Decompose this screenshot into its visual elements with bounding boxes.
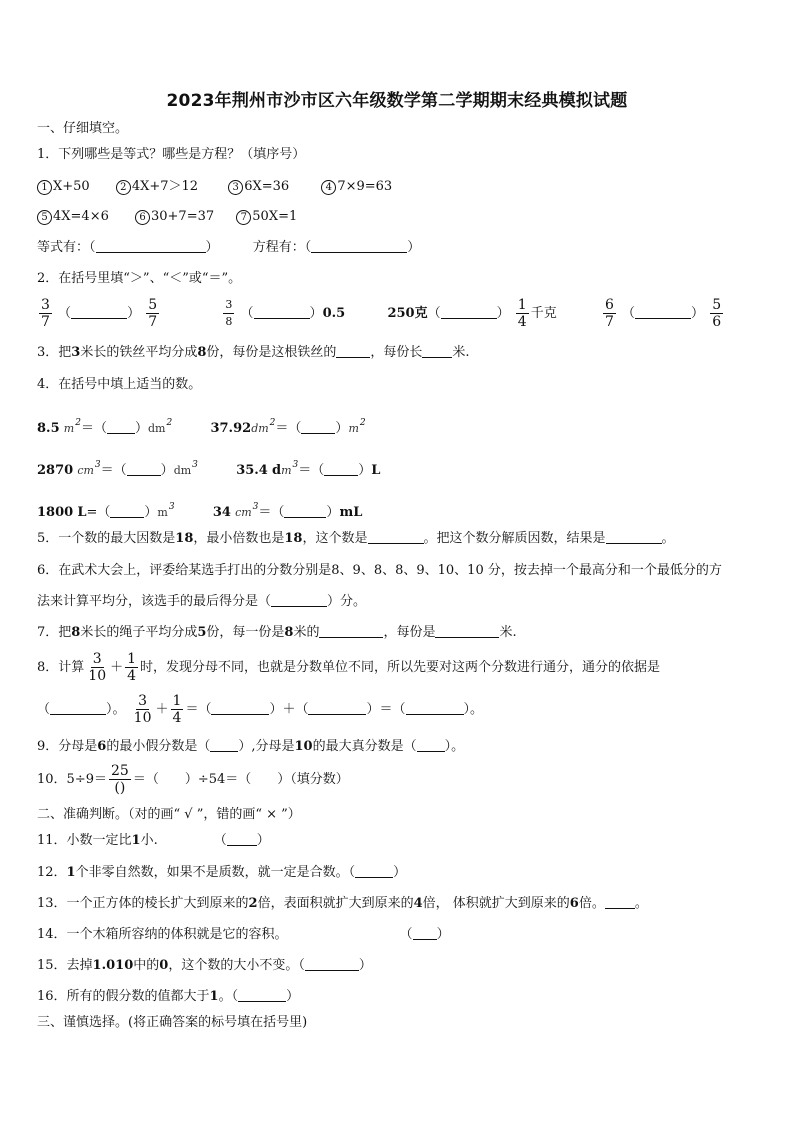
fraction: $\frac{1}{4}$	[127, 651, 137, 684]
answer-blank[interactable]	[406, 701, 464, 715]
answer-blank[interactable]	[284, 504, 326, 518]
answer-blank[interactable]	[324, 462, 358, 476]
fraction: $\frac{3}{7}$	[41, 297, 50, 330]
fraction: $\frac{1}{4}$	[172, 693, 182, 726]
fraction: $\frac{5}{7}$	[148, 297, 158, 330]
option-expr: 50X=1	[252, 209, 298, 224]
answer-blank[interactable]	[319, 624, 383, 638]
answer-blank[interactable]	[355, 864, 393, 878]
answer-blank[interactable]	[435, 624, 499, 638]
circled-number: 5	[37, 210, 52, 225]
answer-blank[interactable]	[417, 738, 445, 752]
answer-blank[interactable]	[305, 957, 359, 971]
answer-blank[interactable]	[211, 701, 269, 715]
answer-blank[interactable]	[210, 738, 238, 752]
paren-open: （	[304, 240, 312, 255]
question-5: 5．一个数的最大因数是18，最小倍数也是18，这个数是 。把这个数分解质因数，结果是 。	[37, 531, 675, 546]
formula-label: 方程有：	[252, 240, 305, 255]
q2-compare-row: $\frac{3}{7}$ （ ） $\frac{5}{7}$ $\frac{3}{8}$ （ ）0.5 250克（ ） $\frac{1}{4}$ 千克 $\frac{6}{7}$ （ ） $\frac{5}{6}$	[41, 297, 722, 330]
unit: 千克	[530, 306, 557, 321]
answer-blank[interactable]	[227, 832, 257, 846]
option-expr: 7×9=63	[337, 179, 393, 194]
question-12: 12．1个非零自然数，如果不是质数，就一定是合数。（ ）	[37, 865, 407, 880]
question-9: 9．分母是6的最小假分数是（ ）,分母是10的最大真分数是（ ）。	[37, 739, 465, 754]
answer-blank[interactable]	[413, 926, 437, 940]
answer-blank[interactable]	[127, 462, 161, 476]
page-title: 2023年荆州市沙市区六年级数学第二学期期末经典模拟试题	[166, 91, 628, 111]
question-6-line-2: 法来计算平均分，该选手的最后得分是（ ）分。	[37, 594, 367, 609]
circled-number: 7	[236, 210, 251, 225]
compare-value: 0.5	[322, 306, 346, 321]
question-15: 15．去掉1.010中的0，这个数的大小不变。（ ）	[37, 958, 372, 973]
section-2-heading: 二、准确判断。（对的画“ √ ”，错的画“ × ”）	[37, 807, 301, 822]
answer-blank[interactable]	[254, 305, 310, 319]
fraction: $\frac{5}{6}$	[712, 297, 722, 330]
q4-row-3: 1800 L=（ ）$m^3$ 34 $cm^3=$（ ）mL	[37, 502, 363, 520]
answer-blank[interactable]	[311, 239, 407, 253]
paren-close: ）	[205, 240, 219, 255]
circled-number: 2	[116, 180, 131, 195]
option-expr: X+50	[53, 179, 90, 194]
section-1-heading: 一、仔细填空。	[37, 121, 129, 136]
fraction: $\frac{3}{10}$	[88, 651, 107, 684]
answer-blank[interactable]	[107, 420, 135, 434]
circled-number: 3	[228, 180, 243, 195]
answer-blank[interactable]	[96, 239, 206, 253]
answer-blank[interactable]	[110, 504, 144, 518]
question-8-line-2: （ ）。 $\frac{3}{10}$ ＋ $\frac{1}{4}$ ＝（ ）＋（ ）＝（ ）。	[37, 693, 484, 726]
circled-number: 4	[321, 180, 336, 195]
question-6-line-1: 6．在武术大会上，评委给某选手打出的分数分别是8、9、8、8、9、10、10 分，按去掉一个最高分和一个最低分的方	[37, 563, 722, 578]
question-1: 1．下列哪些是等式？哪些是方程？（填序号）	[37, 147, 306, 162]
answer-blank[interactable]	[635, 305, 691, 319]
option-expr: 30+7=37	[151, 209, 215, 224]
answer-blank[interactable]	[605, 895, 635, 909]
question-13: 13．一个正方体的棱长扩大到原来的2倍，表面积就扩大到原来的4倍， 体积就扩大到原来的6倍。 。	[37, 896, 648, 911]
option-expr: 4X=4×6	[53, 209, 109, 224]
answer-blank[interactable]	[271, 593, 327, 607]
question-3: 3．把3米长的铁丝平均分成8份，每份是这根铁丝的 ，每份长 米.	[37, 345, 470, 360]
answer-blank[interactable]	[238, 988, 286, 1002]
section-3-heading: 三、谨慎选择。(将正确答案的标号填在括号里)	[37, 1015, 308, 1030]
question-2: 2．在括号里填“＞”、“＜”或“＝”。	[37, 271, 242, 286]
question-10: 10．5÷9＝ $\frac{25}{()}$ ＝（ ）÷54＝（ ）（填分数）	[37, 763, 349, 796]
question-16: 16．所有的假分数的值都大于1。（ ）	[37, 989, 300, 1004]
circled-number: 6	[135, 210, 150, 225]
q4-row-1: 8.5 $m^2=$（ ）$dm^2$ $37.92dm^2=$（ ）$m^2$	[37, 418, 366, 436]
answer-blank[interactable]	[441, 305, 497, 319]
compare-value: 250克	[387, 306, 428, 321]
question-14: 14．一个木箱所容纳的体积就是它的容积。 （ ）	[37, 927, 450, 942]
answer-blank[interactable]	[308, 701, 366, 715]
answer-blank[interactable]	[301, 420, 335, 434]
paren-open: （	[89, 240, 96, 255]
question-7: 7．把8米长的绳子平均分成5份，每一份是8米的 ，每份是 米.	[37, 625, 517, 640]
answer-blank[interactable]	[422, 344, 452, 358]
circled-number: 1	[37, 180, 52, 195]
q4-row-2: 2870 $cm^3=$（ ）$dm^3$ 35.4 $dm^3=$（ ）L	[37, 460, 381, 478]
answer-blank[interactable]	[368, 530, 424, 544]
question-4: 4．在括号中填上适当的数。	[37, 377, 202, 392]
paren-close: ）	[407, 240, 421, 255]
q1-answer-row	[37, 239, 420, 257]
answer-blank[interactable]	[606, 530, 662, 544]
question-11: 11．小数一定比1小. （ ）	[37, 833, 270, 848]
answer-blank[interactable]	[336, 344, 370, 358]
answer-blank[interactable]	[50, 701, 106, 715]
fraction: $\frac{3}{10}$	[133, 693, 152, 726]
fraction: $\frac{6}{7}$	[604, 297, 614, 330]
equation-label: 等式有：	[37, 240, 90, 255]
fraction: $\frac{25}{()}$	[110, 763, 129, 796]
question-8-line-1: 8．计算 $\frac{3}{10}$ ＋ $\frac{1}{4}$ 时，发现分母不同，也就是分数单位不同，所以先要对这两个分数进行通分，通分的依据是	[37, 651, 661, 684]
q1-options-row-2	[37, 208, 297, 226]
option-expr: 6X=36	[244, 179, 290, 194]
answer-blank[interactable]	[71, 305, 127, 319]
fraction: $\frac{3}{8}$	[225, 298, 233, 328]
option-expr: 4X+7＞12	[131, 179, 199, 194]
q1-options-row-1	[37, 178, 392, 196]
fraction: $\frac{1}{4}$	[517, 297, 527, 330]
